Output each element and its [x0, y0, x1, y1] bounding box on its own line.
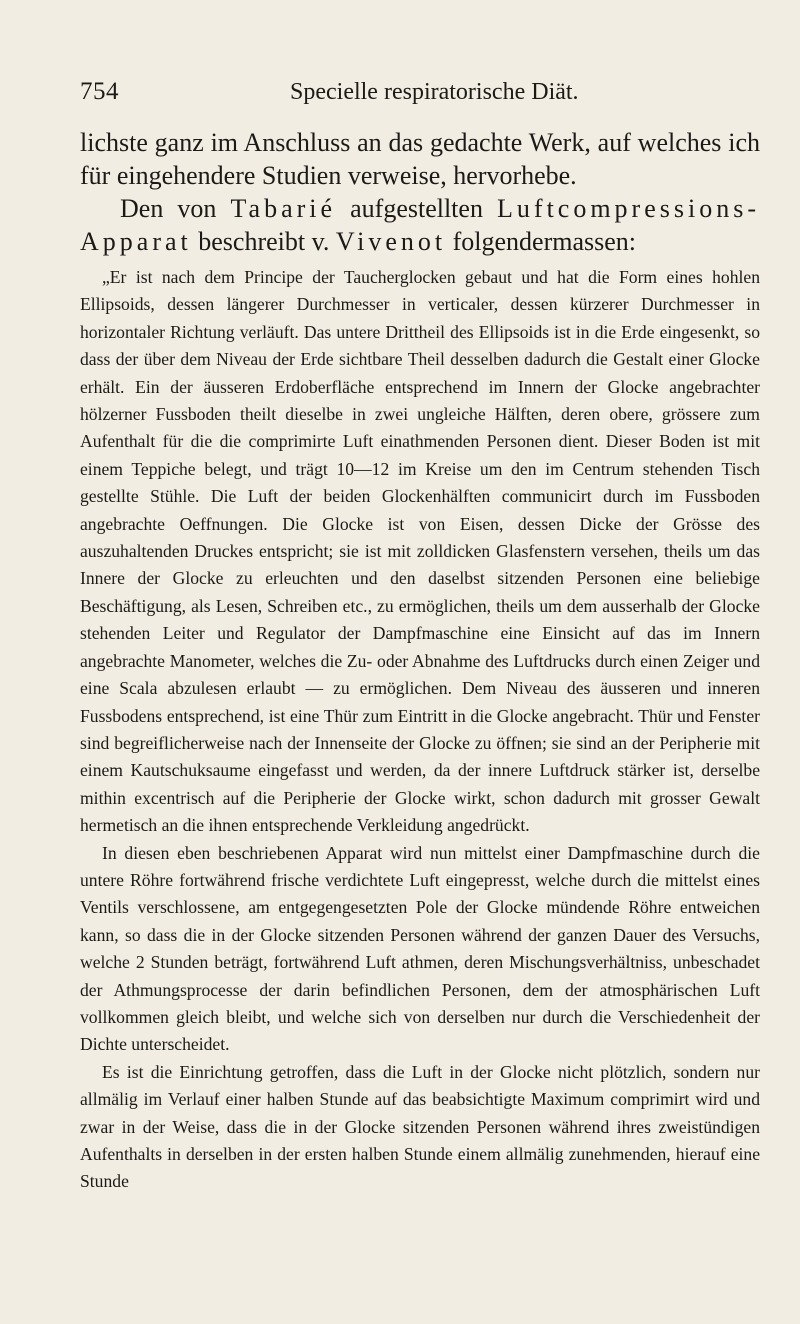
lead-paragraph-2: [80, 192, 760, 258]
author-name-vivenot: Vivenot: [335, 227, 447, 256]
lead-text-post: folgendermassen:: [446, 227, 636, 256]
page-number: 754: [80, 78, 119, 105]
lead-text-mid2: beschreibt v.: [191, 227, 336, 256]
page-header: [80, 78, 760, 114]
body-paragraph-1: „Er ist nach dem Principe der Taucherglocken gebaut und hat die Form eines hohlen Ellipsoids, dessen längerer Durchmesser in verticaler, dessen kürzerer Durchmesser in horizontaler Richtung verläuft. Das untere Drittheil des Ellipsoids ist in die Erde eingesenkt, so dass der über dem Niveau der Erde sichtbare Theil desselben dadurch die Gestalt einer Glocke erhält. Ein der äusseren Erdoberfläche entsprechend im Innern der Glocke angebrachter hölzerner Fussboden theilt dieselbe in zwei ungleiche Hälften, deren obere, grössere zum Aufenthalt für die die comprimirte Luft einathmenden Personen dient. Dieser Boden ist mit einem Teppiche belegt, und trägt 10—12 im Kreise um den im Centrum stehenden Tisch gestellte Stühle. Die Luft der beiden Glockenhälften communicirt durch im Fussboden angebrachte Oeffnungen. Die Glocke ist von Eisen, dessen Dicke der Grösse des auszuhaltenden Druckes entspricht; sie ist mit zolldicken Glasfenstern versehen, theils um das Innere der Glocke zu erleuchten und den daselbst sitzenden Personen eine beliebige Beschäftigung, als Lesen, Schreiben etc., zu ermöglichen, theils um dem ausserhalb der Glocke stehenden Leiter und Regulator der Dampfmaschine eine Einsicht auf das im Innern angebrachte Manometer, welches die Zu- oder Abnahme des Luftdrucks durch einen Zeiger und eine Scala abzulesen erlaubt — zu ermöglichen. Dem Niveau des äusseren und inneren Fussbodens entsprechend, ist eine Thür zum Eintritt in die Glocke angebracht. Thür und Fenster sind begreiflicherweise nach der Innenseite der Glocke zu öffnen; sie sind an der Peripherie mit einem Kautschuksaume eingefasst und werden, da der innere Luftdruck stärker ist, derselbe mithin excentrisch auf die Peripherie der Glocke wirkt, schon dadurch mit grosser Gewalt hermetisch an die ihnen entsprechende Verkleidung angedrückt.: [80, 267, 760, 836]
lead-text-mid: aufgestellten: [336, 194, 498, 223]
author-name-tabarie: Tabarié: [230, 194, 337, 223]
lead-paragraph-1: lichste ganz im Anschluss an das gedachte Werk, auf welches ich für eingehendere Studien verweise, hervorhebe.: [80, 128, 760, 190]
running-head: Specielle respiratorische Diät.: [290, 79, 579, 105]
apparatus-term: Luftcompressions-Apparat: [80, 194, 760, 256]
quoted-passage: [80, 264, 760, 1196]
body-paragraph-2: In diesen eben beschriebenen Apparat wird nun mittelst einer Dampfmaschine durch die untere Röhre fortwährend frische verdichtete Luft eingepresst, welche durch die mittelst eines Ventils verschlossene, am entgegengesetzten Pole der Glocke mündende Röhre entweichen kann, so dass die in der Glocke sitzenden Personen während der ganzen Dauer des Versuchs, welche 2 Stunden beträgt, fortwährend Luft athmen, deren Mischungsverhältniss, unbeschadet der Athmungsprocesse der darin befindlichen Personen, dem der atmosphärischen Luft vollkommen gleich bleibt, und welche sich von derselben nur durch die Verschiedenheit der Dichte unterscheidet.: [80, 842, 760, 1055]
body-paragraph-3: Es ist die Einrichtung getroffen, dass die Luft in der Glocke nicht plötzlich, sondern nur allmälig im Verlauf einer halben Stunde auf das beabsichtigte Maximum comprimirt wird und zwar in der Weise, dass die in der Glocke sitzenden Personen während ihres zweistündigen Aufenthalts in derselben in der ersten halben Stunde einem allmälig zunehmenden, hierauf eine Stunde: [80, 1061, 760, 1192]
lead-text-pre: Den von: [120, 194, 231, 223]
lead-paragraphs: [80, 126, 760, 258]
